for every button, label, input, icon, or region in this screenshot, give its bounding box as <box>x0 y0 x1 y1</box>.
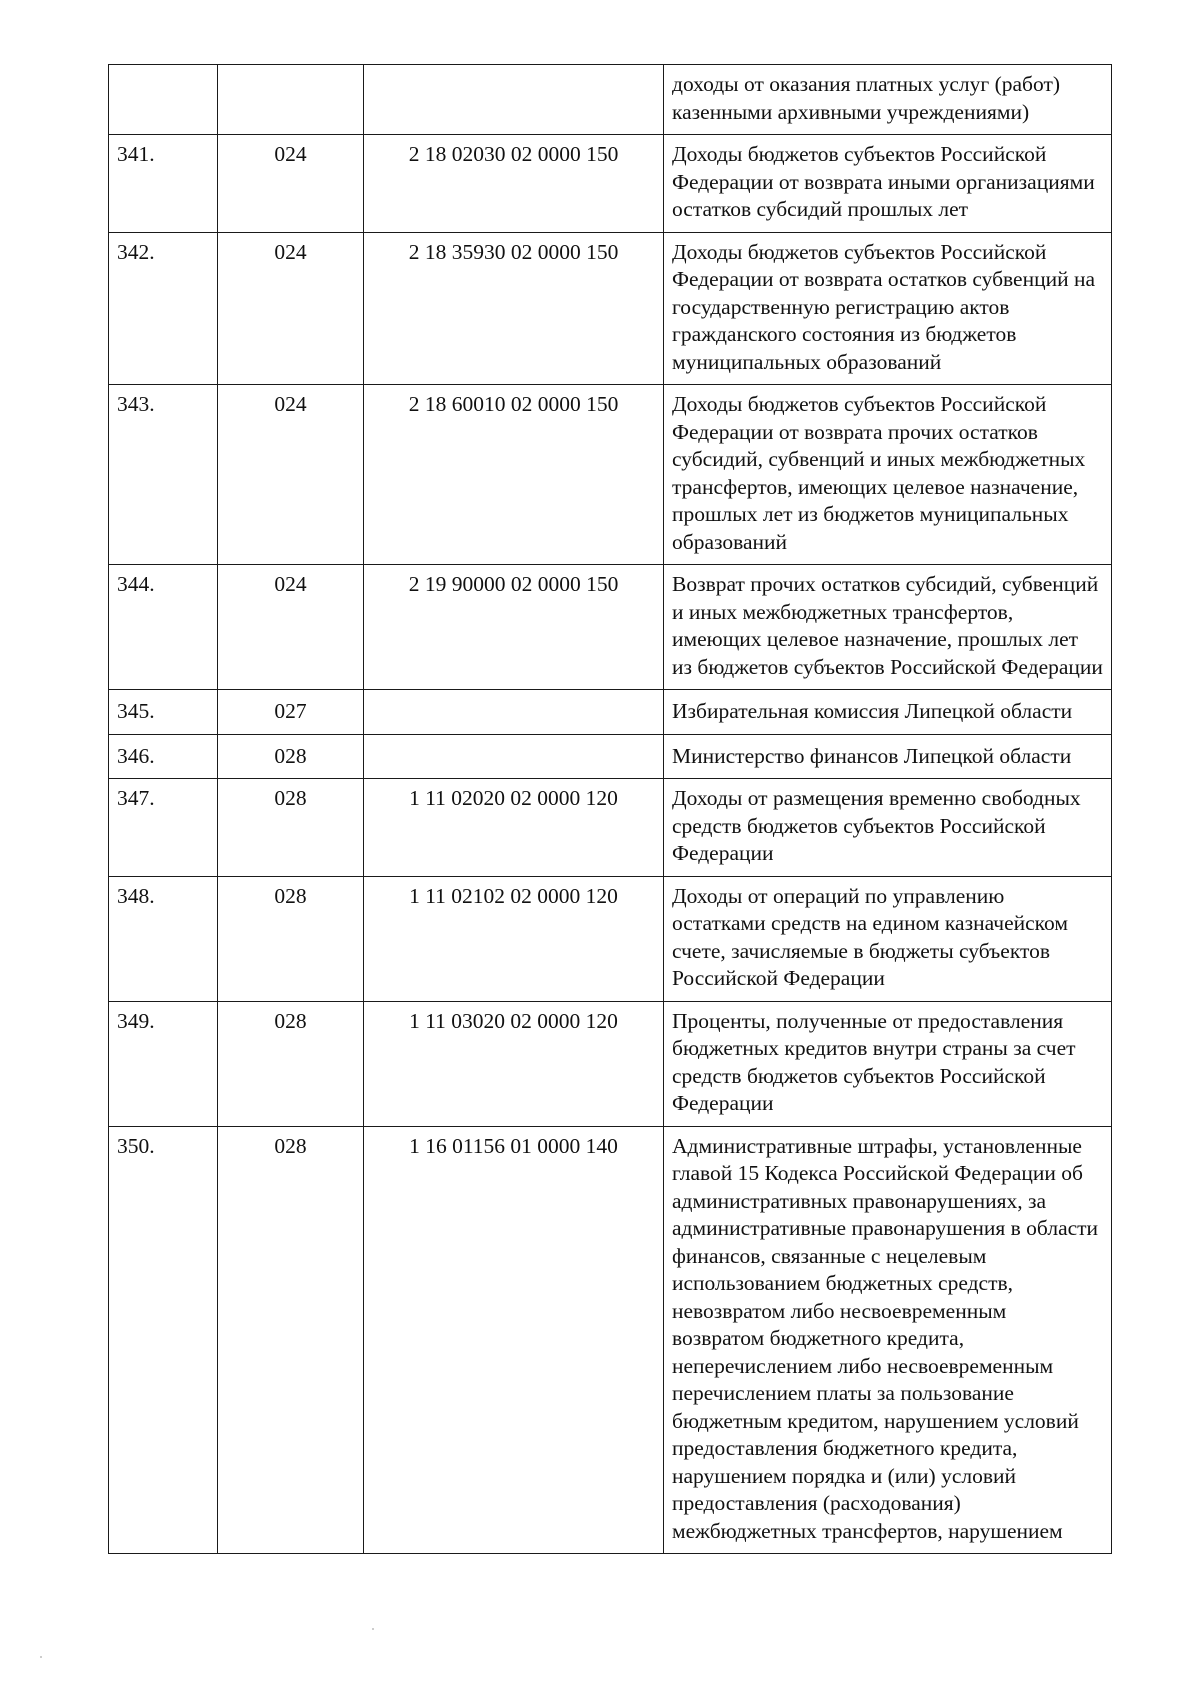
income-classification-table <box>108 64 1112 1554</box>
budget-classification-code-cell: 2 18 02030 02 0000 150 <box>364 135 664 233</box>
administrator-code-cell: 024 <box>218 232 364 385</box>
row-number-cell: 342. <box>109 232 218 385</box>
income-name-cell: Доходы бюджетов субъектов Российской Федерации от возврата прочих остатков субсидий, субвенций и иных межбюджетных трансфертов, имеющих целевое назначение, прошлых лет из бюджетов муниципальных образований <box>664 385 1112 565</box>
table-row <box>109 779 1112 877</box>
income-name-cell: Избирательная комиссия Липецкой области <box>664 690 1112 735</box>
income-name-cell: Доходы бюджетов субъектов Российской Федерации от возврата иными организациями остатков субсидий прошлых лет <box>664 135 1112 233</box>
budget-classification-code-cell <box>364 690 664 735</box>
scan-speck <box>372 1628 374 1630</box>
row-number-cell: 348. <box>109 876 218 1001</box>
row-number-cell <box>109 65 218 135</box>
income-name-cell: Доходы бюджетов субъектов Российской Федерации от возврата остатков субвенций на государственную регистрацию актов гражданского состояния из бюджетов муниципальных образований <box>664 232 1112 385</box>
table-row <box>109 65 1112 135</box>
administrator-code-cell: 024 <box>218 565 364 690</box>
table-row <box>109 876 1112 1001</box>
table-row <box>109 232 1112 385</box>
table-row <box>109 1126 1112 1554</box>
administrator-code-cell: 028 <box>218 734 364 779</box>
row-number-cell: 350. <box>109 1126 218 1554</box>
administrator-code-cell: 027 <box>218 690 364 735</box>
income-name-cell: Доходы от размещения временно свободных средств бюджетов субъектов Российской Федерации <box>664 779 1112 877</box>
budget-classification-code-cell: 1 16 01156 01 0000 140 <box>364 1126 664 1554</box>
income-name-cell: Доходы от операций по управлению остатками средств на едином казначейском счете, зачисляемые в бюджеты субъектов Российской Федерации <box>664 876 1112 1001</box>
income-name-cell: Министерство финансов Липецкой области <box>664 734 1112 779</box>
table-row <box>109 135 1112 233</box>
table-row <box>109 565 1112 690</box>
income-name-cell: доходы от оказания платных услуг (работ) казенными архивными учреждениями) <box>664 65 1112 135</box>
administrator-code-cell: 028 <box>218 779 364 877</box>
row-number-cell: 349. <box>109 1001 218 1126</box>
row-number-cell: 345. <box>109 690 218 735</box>
budget-classification-code-cell: 2 18 35930 02 0000 150 <box>364 232 664 385</box>
income-name-cell: Возврат прочих остатков субсидий, субвенций и иных межбюджетных трансфертов, имеющих целевое назначение, прошлых лет из бюджетов субъектов Российской Федерации <box>664 565 1112 690</box>
table-row <box>109 690 1112 735</box>
budget-classification-code-cell: 1 11 02102 02 0000 120 <box>364 876 664 1001</box>
row-number-cell: 347. <box>109 779 218 877</box>
budget-classification-code-cell: 1 11 03020 02 0000 120 <box>364 1001 664 1126</box>
administrator-code-cell: 028 <box>218 1001 364 1126</box>
budget-classification-code-cell: 2 19 90000 02 0000 150 <box>364 565 664 690</box>
scan-speck <box>40 1656 42 1658</box>
budget-classification-code-cell: 1 11 02020 02 0000 120 <box>364 779 664 877</box>
administrator-code-cell: 024 <box>218 385 364 565</box>
administrator-code-cell: 024 <box>218 135 364 233</box>
table-row <box>109 734 1112 779</box>
row-number-cell: 346. <box>109 734 218 779</box>
administrator-code-cell: 028 <box>218 1126 364 1554</box>
income-name-cell: Административные штрафы, установленные главой 15 Кодекса Российской Федерации об административных правонарушениях, за административные правонарушения в области финансов, связанные с нецелевым использованием бюджетных средств, невозвратом либо несвоевременным возвратом бюджетного кредита, неперечислением либо несвоевременным перечислением платы за пользование бюджетным кредитом, нарушением условий предоставления бюджетного кредита, нарушением порядка и (или) условий предоставления (расходования) межбюджетных трансфертов, нарушением <box>664 1126 1112 1554</box>
row-number-cell: 341. <box>109 135 218 233</box>
administrator-code-cell <box>218 65 364 135</box>
administrator-code-cell: 028 <box>218 876 364 1001</box>
budget-classification-code-cell <box>364 734 664 779</box>
income-name-cell: Проценты, полученные от предоставления бюджетных кредитов внутри страны за счет средств бюджетов субъектов Российской Федерации <box>664 1001 1112 1126</box>
table-row <box>109 1001 1112 1126</box>
row-number-cell: 344. <box>109 565 218 690</box>
row-number-cell: 343. <box>109 385 218 565</box>
budget-classification-code-cell: 2 18 60010 02 0000 150 <box>364 385 664 565</box>
table-row <box>109 385 1112 565</box>
budget-classification-code-cell <box>364 65 664 135</box>
